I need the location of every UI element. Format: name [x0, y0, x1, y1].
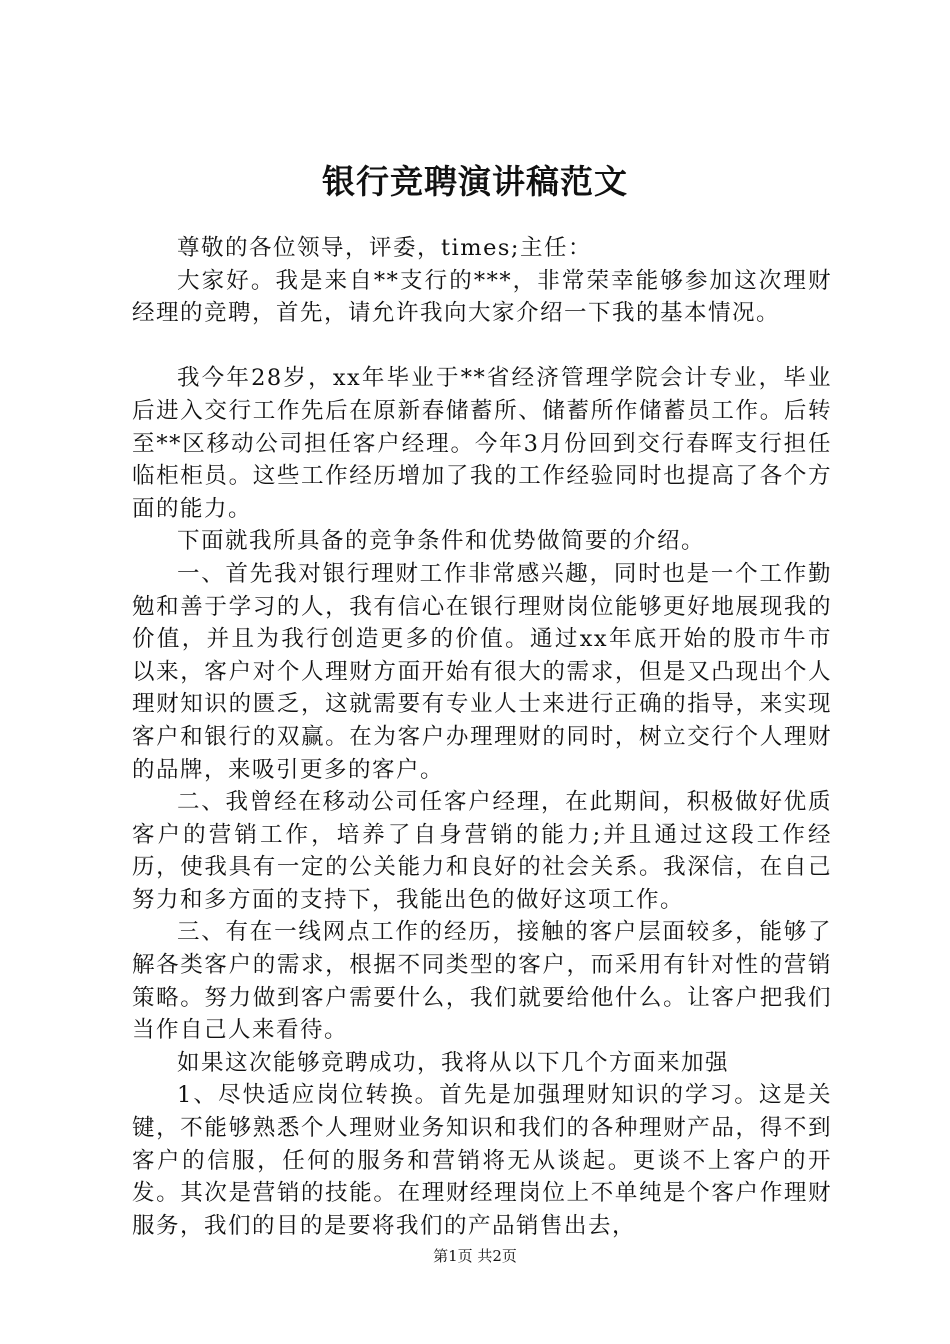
paragraph-plan-1: 1、尽快适应岗位转换。首先是加强理财知识的学习。这是关键，不能够熟悉个人理财业务知识和我们的各种理财产品，得不到客户的信服，任何的服务和营销将无从谈起。更谈不上客户的开发。其次是营销的技能。在理财经理岗位上不单纯是个客户作理财服务，我们的目的是要将我们的产品销售出去， — [132, 1082, 832, 1239]
paragraph-gap — [132, 330, 832, 363]
page-footer: 第1页 共2页 — [433, 1247, 517, 1265]
paragraph-background: 我今年28岁，xx年毕业于**省经济管理学院会计专业，毕业后进入交行工作先后在原新春储蓄所、储蓄所作储蓄员工作。后转至**区移动公司担任客户经理。今年3月份回到交行春晖支行担任临柜柜员。这些工作经历增加了我的工作经验同时也提高了各个方面的能力。 — [132, 365, 832, 522]
paragraph-transition: 下面就我所具备的竞争条件和优势做简要的介绍。 — [177, 528, 706, 555]
paragraph-point-1: 一、首先我对银行理财工作非常感兴趣，同时也是一个工作勤勉和善于学习的人，我有信心在银行理财岗位能够更好地展现我的价值，并且为我行创造更多的价值。通过xx年底开始的股市牛市以来，客户对个人理财方面开始有很大的需求，但是又凸现出个人理财知识的匮乏，这就需要有专业人士来进行正确的指导，来实现客户和银行的双赢。在为客户办理理财的同时，树立交行个人理财的品牌，来吸引更多的客户。 — [132, 560, 832, 783]
document-body — [132, 232, 832, 1242]
paragraph-plan-intro: 如果这次能够竞聘成功，我将从以下几个方面来加强 — [177, 1049, 730, 1076]
paragraph-point-3: 三、有在一线网点工作的经历，接触的客户层面较多，能够了解各类客户的需求，根据不同类型的客户，而采用有针对性的营销策略。努力做到客户需要什么，我们就要给他什么。让客户把我们当作自己人来看待。 — [132, 919, 832, 1044]
paragraph-point-2: 二、我曾经在移动公司任客户经理，在此期间，积极做好优质客户的营销工作，培养了自身营销的能力;并且通过这段工作经历，使我具有一定的公关能力和良好的社会关系。我深信，在自己努力和多方面的支持下，我能出色的做好这项工作。 — [132, 789, 832, 913]
document-title: 银行竞聘演讲稿范文 — [322, 162, 628, 201]
paragraph-intro: 大家好。我是来自**支行的***，非常荣幸能够参加这次理财经理的竞聘，首先，请允许我向大家介绍一下我的基本情况。 — [132, 267, 832, 327]
salutation: 尊敬的各位领导，评委，times;主任： — [177, 235, 593, 261]
